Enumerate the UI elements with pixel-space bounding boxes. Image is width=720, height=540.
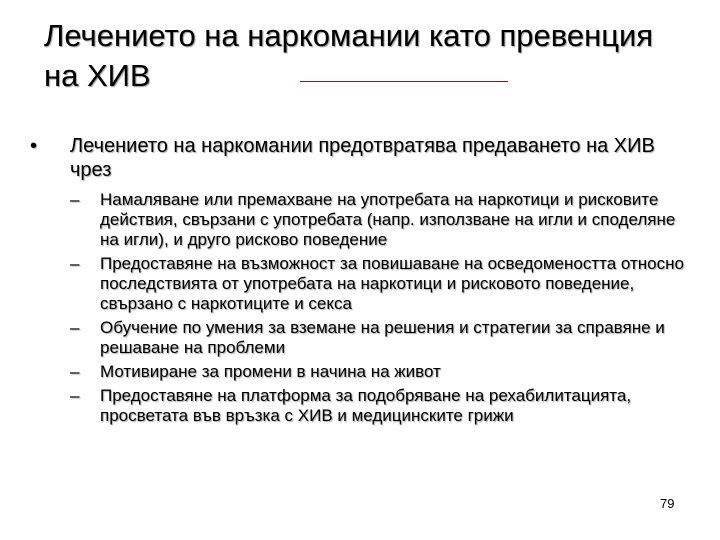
dash-mark: – bbox=[70, 362, 80, 381]
dash-mark: – bbox=[70, 190, 80, 209]
sub-bullet-text: Обучение по умения за вземане на решения и стратегии за справяне и решаване на проблеми bbox=[100, 318, 665, 357]
sub-bullet-item bbox=[70, 386, 690, 426]
main-bullet bbox=[30, 134, 670, 182]
slide-title: Лечението на наркомании като превенция на ХИВ bbox=[44, 18, 654, 93]
sub-bullet-text: Намаляване или премахване на употребата на наркотици и рисковите действия, свързани с употребата (напр. използване на игли и споделяне на игли), и друго рисково поведение bbox=[100, 190, 676, 249]
page-number: 79 bbox=[660, 496, 675, 511]
sub-bullet-item bbox=[70, 190, 690, 250]
sub-bullet-text: Предоставяне на възможност за повишаване на осведомеността относно последствията от употребата на наркотици и рисковото поведение, свързано с наркотиците и секса bbox=[100, 254, 684, 313]
dash-mark: – bbox=[70, 318, 80, 337]
dash-mark: – bbox=[70, 254, 80, 273]
sub-bullet-item bbox=[70, 254, 690, 314]
sub-bullet-text: Предоставяне на платформа за подобряване на рехабилитацията, просветата във връзка с ХИВ и медицинските грижи bbox=[100, 386, 632, 425]
dash-mark: – bbox=[70, 386, 80, 405]
title-underline bbox=[300, 81, 508, 82]
sub-bullet-list bbox=[70, 190, 690, 430]
main-bullet-text: Лечението на наркомании предотвратява предаването на ХИВ чрез bbox=[70, 135, 655, 181]
sub-bullet-item bbox=[70, 318, 690, 358]
bullet-mark: • bbox=[30, 135, 38, 157]
sub-bullet-item bbox=[70, 362, 690, 382]
sub-bullet-text: Мотивиране за промени в начина на живот bbox=[100, 362, 441, 381]
